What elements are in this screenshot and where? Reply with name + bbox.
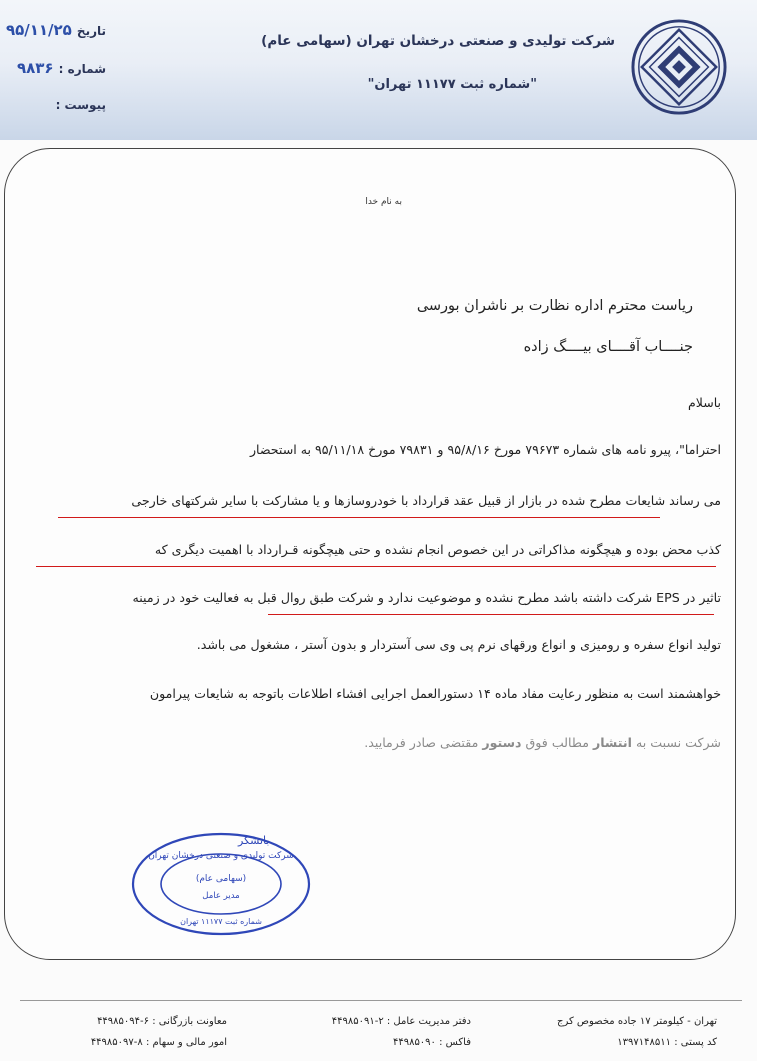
stamp-center-text: (سهامی عام)	[195, 874, 247, 884]
recipient-name: جنــــاب آقــــای بیــــگ زاده	[523, 339, 693, 355]
bismillah: به نام خدا	[365, 197, 402, 207]
closing-bold-publish: انتشار	[592, 735, 632, 750]
number-value: ۹۸۳۶	[16, 59, 54, 77]
highlight-underline-1	[58, 517, 660, 518]
footer-fax: فاکس : ۴۴۹۸۵۰۹۰	[392, 1037, 471, 1048]
body-line-4: تاثیر در EPS شرکت داشته باشد مطرح نشده و موضوعیت ندارد و شرکت طبق روال قبل به فعالیت خود در زمینه	[132, 590, 721, 605]
greeting: باسلام	[688, 395, 721, 410]
number-label: شماره :	[58, 62, 106, 76]
closing-middle: مطالب فوق	[525, 735, 589, 750]
footer-finance-phone: امور مالی و سهام : ۸-۴۴۹۸۵۰۹۷	[90, 1037, 227, 1048]
attachment-row	[0, 94, 106, 113]
company-logo-icon	[630, 18, 728, 116]
body-line-6: خواهشمند است به منظور رعایت مفاد ماده ۱۴ دستورالعمل اجرایی افشاء اطلاعات باتوجه به شایعات پیرامون	[149, 686, 721, 701]
highlight-underline-3	[268, 614, 714, 615]
body-line-2: می رساند شایعات مطرح شده در بازار از قبیل عقد قرارداد با خودروسازها و یا مشارکت با سایر شرکتهای خارجی	[131, 493, 721, 508]
date-label: تاریخ	[76, 24, 106, 38]
footer-divider	[20, 1000, 742, 1001]
closing-end: مقتضی صادر فرمایید.	[364, 735, 479, 750]
highlight-underline-2	[36, 566, 716, 567]
attachment-label: پیوست :	[55, 98, 106, 112]
stamp-ring-text: شرکت تولیدی و صنعتی درخشان تهران	[148, 851, 294, 861]
company-name: شرکت تولیدی و صنعتی درخشان تهران (سهامی عام)	[261, 33, 615, 49]
body-line-7	[364, 735, 721, 750]
date-row	[0, 20, 106, 39]
company-stamp	[126, 826, 316, 938]
stamp-role-text: مدیر عامل	[202, 891, 240, 901]
closing-bold-order: دستور	[482, 735, 522, 750]
recipient-title: ریاست محترم اداره نظارت بر ناشران بورسی	[416, 298, 693, 314]
stamp-reg-text: شماره ثبت ۱۱۱۷۷ تهران	[180, 917, 262, 926]
body-line-3: کذب محض بوده و هیچگونه مذاکراتی در این خصوص انجام نشده و حتی هیچگونه قـرارداد با اهمیت دیگری که	[154, 542, 721, 557]
footer-postal-code: کد پستی : ۱۳۹۷۱۴۸۵۱۱	[617, 1037, 717, 1048]
number-row	[0, 58, 106, 77]
body-line-1: احتراما"، پیرو نامه های شماره ۷۹۶۷۳ مورخ ۹۵/۸/۱۶ و ۷۹۸۳۱ مورخ ۹۵/۱۱/۱۸ به استحضار	[249, 442, 721, 457]
footer-address: تهران - کیلومتر ۱۷ جاده مخصوص کرج	[556, 1016, 717, 1027]
stamp-signature-text: باتشکر	[238, 834, 270, 847]
date-value: ۹۵/۱۱/۲۵	[5, 21, 72, 39]
closing-start: شرکت نسبت به	[635, 735, 721, 750]
registration-number: "شماره ثبت ۱۱۱۷۷ تهران"	[367, 77, 537, 92]
footer-commercial-phone: معاونت بازرگانی : ۶-۴۴۹۸۵۰۹۴	[97, 1016, 227, 1027]
body-line-5: تولید انواع سفره و رومیزی و انواع ورقهای نرم پی وی سی آستردار و بدون آستر ، مشغول می باشد.	[196, 637, 721, 652]
footer-management-phone: دفتر مدیریت عامل : ۲-۴۴۹۸۵۰۹۱	[331, 1016, 471, 1027]
